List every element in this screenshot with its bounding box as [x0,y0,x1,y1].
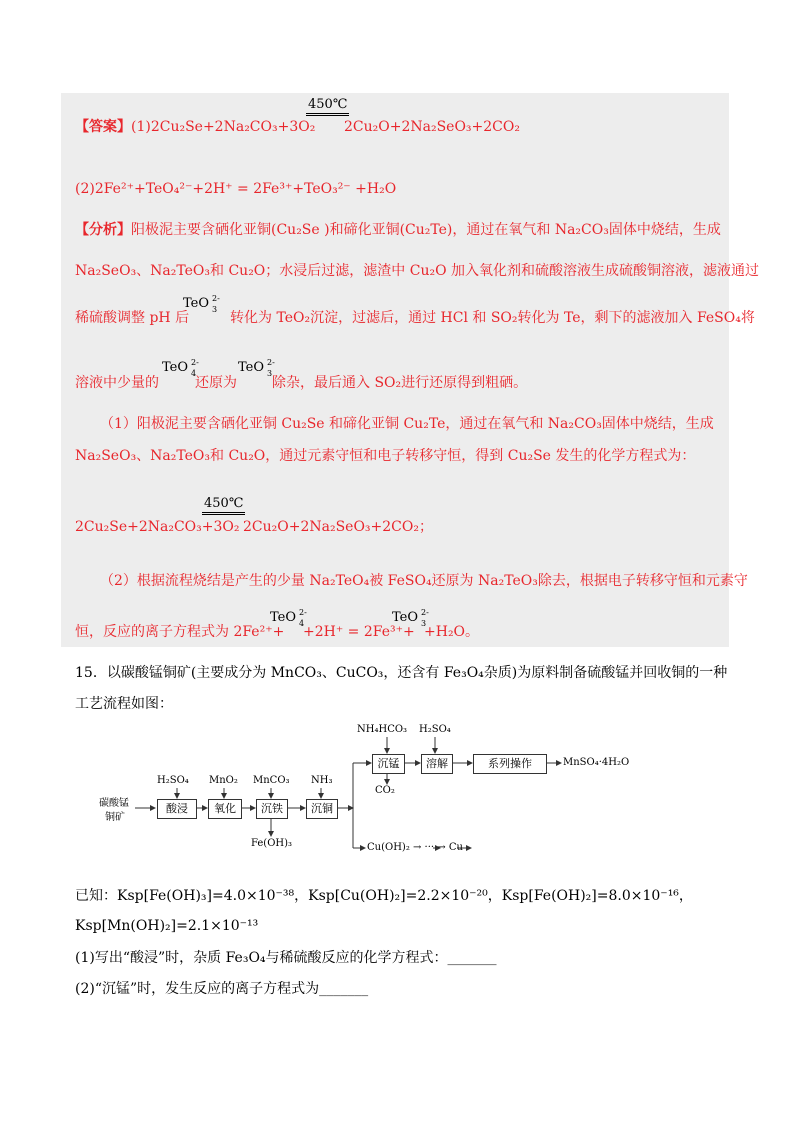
analysis-line-2: Na₂SeO₃、Na₂TeO₃和 Cu₂O；水浸后过滤，滤渣中 Cu₂O 加入氧化剂和硫酸溶液生成硫酸铜溶液，滤液通过 [75,263,759,279]
analysis-p3-line-2c: +H₂O。 [424,624,480,640]
analysis-p3-line-2b: +2H⁺ = 2Fe³⁺+ [303,624,415,640]
ore-label-2: 铜矿 [105,812,125,823]
flowchart-arrows [95,722,735,857]
answer-tag: 【答案】 [75,119,131,135]
ion-teo4: TeO 2- 4 [270,608,307,628]
question-15-line-1: 15．以碳酸锰铜矿(主要成分为 MnCO₃、CuCO₃，还含有 Fe₃O₄杂质)为原料制备硫酸锰并回收铜的一种 [75,665,728,681]
known-ksp-line-1: 已知：Ksp[Fe(OH)₃]=4.0×10⁻³⁸，Ksp[Cu(OH)₂]=2.2×10⁻²⁰，Ksp[Fe(OH)₂]=8.0×10⁻¹⁶， [75,888,693,904]
byproduct-co2: CO₂ [375,785,395,796]
ion-teo3: TeO 2- 3 [183,294,220,314]
analysis-line-3b: 转化为 TeO₂沉淀，过滤后，通过 HCl 和 SO₂转化为 Te，剩下的滤液加入 FeSO₄将 [230,310,755,326]
analysis-p3-line-1: （2）根据流程烧结是产生的少量 Na₂TeO₄被 FeSO₄还原为 Na₂TeO₃除去，根据电子转移守恒和元素守 [100,573,748,589]
answer-label [75,118,315,136]
step-copper-precipitation: 沉铜 [306,799,338,819]
subquestion-1: (1)写出“酸浸”时，杂质 Fe₃O₄与稀硫酸反应的化学方程式：_______ [75,950,497,966]
step-series-operations: 系列操作 [473,754,547,774]
subquestion-2: (2)“沉锰”时，发生反应的离子方程式为_______ [75,981,369,997]
reagent-nh4hco3: NH₄HCO₃ [357,724,408,735]
analysis-tag: 【分析】 [75,222,131,238]
analysis-line-4a: 溶液中少量的 [75,375,159,391]
answer-eq1-right: 2Cu₂O+2Na₂SeO₃+2CO₂ [344,119,520,135]
byproduct-feoh3: Fe(OH)₃ [251,838,293,849]
analysis-p2-line-1: （1）阳极泥主要含硒化亚铜 Cu₂Se 和碲化亚铜 Cu₂Te，通过在氧气和 Na₂CO₃固体中烧结，生成 [100,416,714,432]
reagent-h2so4-2: H₂SO₄ [419,724,451,735]
reaction-condition: 450℃ [306,97,349,116]
reagent-nh3: NH₃ [311,775,333,786]
analysis-line-4c: 除杂，最后通入 SO₂进行还原得到粗硒。 [272,375,528,391]
step-acid-leach: 酸浸 [157,799,197,819]
ion-teo3: TeO 2- 3 [392,608,429,628]
ion-teo4: TeO 2- 4 [162,358,199,378]
reaction-condition: 450℃ [202,496,245,515]
step-manganese-precipitation: 沉锰 [372,754,405,774]
question-15-line-2: 工艺流程如图： [75,696,173,712]
reagent-mnco3: MnCO₃ [253,775,290,786]
ore-label-1: 碳酸锰 [99,798,129,809]
analysis-p2-eq-right: 2Cu₂O+2Na₂SeO₃+2CO₂； [243,519,433,535]
process-flowchart [95,722,735,857]
analysis-line-1 [75,221,721,239]
step-oxidation: 氧化 [208,799,242,819]
analysis-text: 阳极泥主要含硒化亚铜(Cu₂Se )和碲化亚铜(Cu₂Te)，通过在氧气和 Na₂CO₃固体中烧结，生成 [131,222,721,238]
ion-teo3: TeO 2- 3 [238,358,275,378]
analysis-p2-eq-left: 2Cu₂Se+2Na₂CO₃+3O₂ [75,519,240,535]
analysis-p3-line-2a: 恒，反应的离子方程式为 2Fe²⁺+ [75,624,285,640]
step-dissolve: 溶解 [421,754,453,774]
known-ksp-line-2: Ksp[Mn(OH)₂]=2.1×10⁻¹³ [75,918,259,934]
product-label: MnSO₄·4H₂O [563,757,630,768]
step-iron-precipitation: 沉铁 [256,799,288,819]
reagent-mno2: MnO₂ [209,775,238,786]
analysis-p2-line-2: Na₂SeO₃、Na₂TeO₃和 Cu₂O，通过元素守恒和电子转移守恒，得到 Cu₂Se 发生的化学方程式为： [75,448,696,464]
answer-eq1-left: (1)2Cu₂Se+2Na₂CO₃+3O₂ [131,119,316,135]
reagent-h2so4: H₂SO₄ [157,775,189,786]
analysis-line-4b: 还原为 [195,375,237,391]
copper-route: Cu(OH)₂ → ··· → Cu [367,842,463,853]
answer-eq2: (2)2Fe²⁺+TeO₄²⁻+2H⁺ = 2Fe³⁺+TeO₃²⁻ +H₂O [75,181,397,197]
analysis-line-3a: 稀硫酸调整 pH 后 [75,310,190,326]
